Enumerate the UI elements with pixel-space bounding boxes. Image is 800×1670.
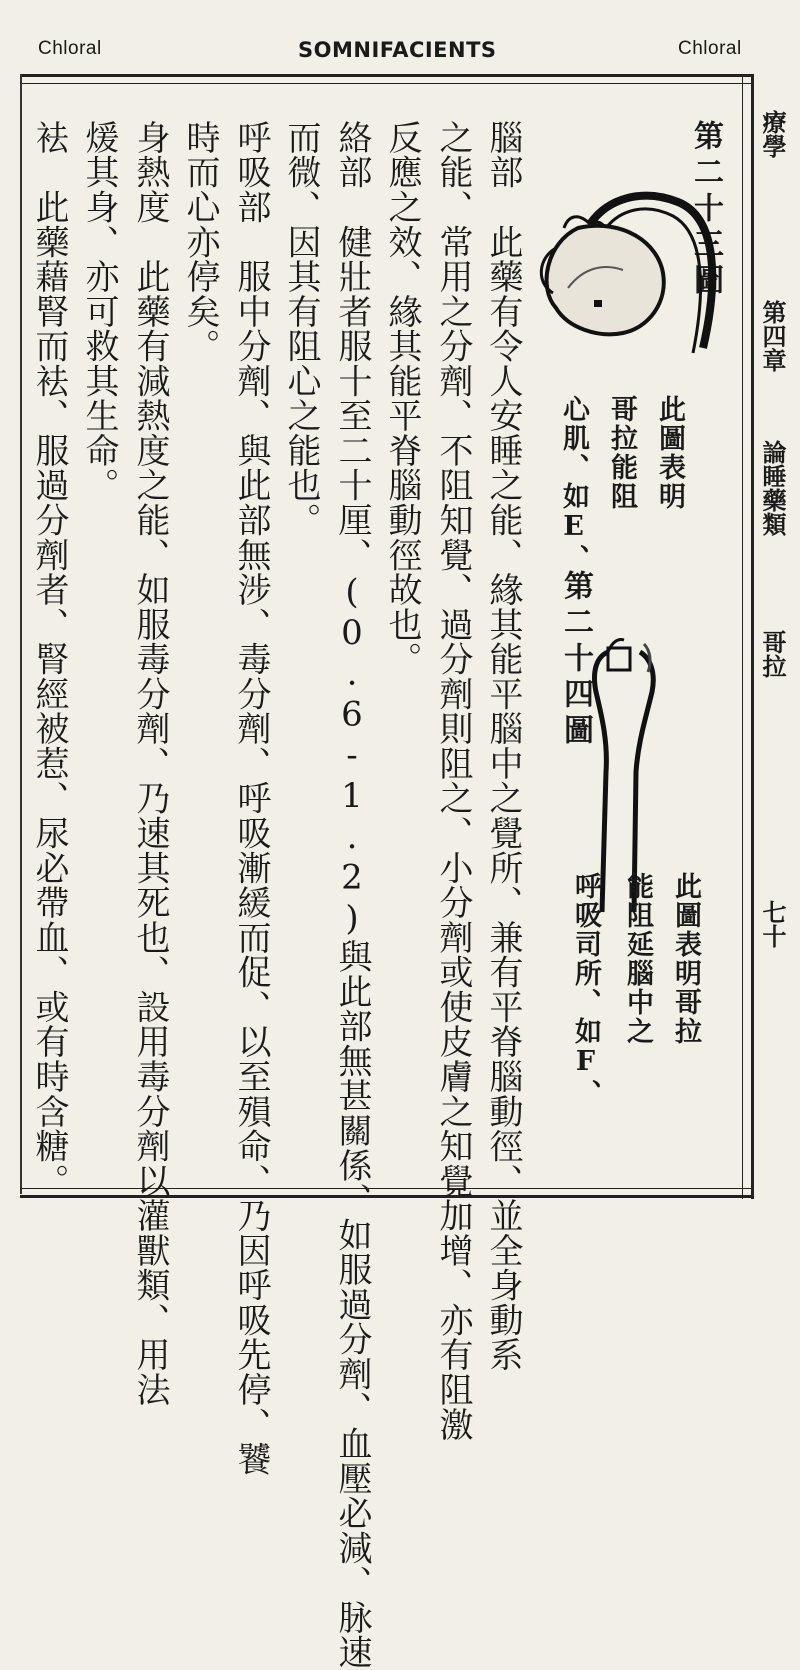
body-column-9: 煖其身、亦可救其生命。 bbox=[79, 120, 119, 503]
side-page-number: 七十 bbox=[758, 900, 787, 948]
body-column-1: 腦部 此藥有令人安睡之能、緣其能平腦中之覺所、兼有平脊腦動徑、並全身動系 bbox=[483, 120, 523, 1373]
side-drug: 哥拉 bbox=[758, 630, 787, 678]
header-left: Chloral bbox=[38, 38, 102, 59]
frame-right-rule bbox=[742, 74, 754, 1199]
figure23-heart-illustration bbox=[528, 188, 728, 393]
body-column-8: 身熱度 此藥有減熱度之能、如服毒分劑、乃速其死也、設用毒分劑以灌獸類、用法 bbox=[130, 120, 170, 1407]
figure23-caption-line-1: 此圖表明 bbox=[654, 395, 685, 511]
side-book-title: 療學 bbox=[758, 110, 787, 158]
header-center: SOMNIFACIENTS bbox=[298, 38, 497, 62]
figure24-title: 第二十四圖 bbox=[558, 570, 593, 750]
figure23-caption-line-2: 哥拉能阻 bbox=[606, 395, 637, 511]
body-column-6: 呼吸部 服中分劑、與此部無涉、毒分劑、呼吸漸緩而促、以至殞命、乃因呼吸先停、饕 bbox=[231, 120, 271, 1477]
figure24-caption-line-3: 呼吸司所、如F、 bbox=[570, 872, 601, 1108]
body-column-10: 袪 此藥藉腎而袪、服過分劑者、腎經被惹、尿必帶血、或有時含糖。 bbox=[29, 120, 69, 1199]
side-section: 論睡藥類 bbox=[758, 440, 787, 536]
body-column-3: 反應之效、緣其能平脊腦動徑故也。 bbox=[382, 120, 422, 677]
body-column-4: 絡部 健壯者服十至二十厘、(0.6-1.2)與此部無甚關係、如服過分劑、血壓必減、脉速 bbox=[332, 120, 372, 1670]
figure24-caption-line-1: 此圖表明哥拉 bbox=[670, 872, 701, 1046]
side-chapter: 第四章 bbox=[758, 300, 787, 372]
figure24-caption-line-2: 能阻延腦中之 bbox=[622, 872, 653, 1046]
body-column-2: 之能、常用之分劑、不阻知覺、過分劑則阻之、小分劑或使皮膚之知覺加增、亦有阻激 bbox=[433, 120, 473, 1442]
figure23-caption-line-3: 心肌、如E、 bbox=[558, 395, 589, 573]
header-right: Chloral bbox=[678, 38, 742, 59]
body-column-5: 而微、因其有阻心之能也。 bbox=[281, 120, 321, 538]
figure23-title: 第二十三圖 bbox=[688, 120, 723, 300]
body-column-7: 時而心亦停矣。 bbox=[180, 120, 220, 364]
frame-left-rule bbox=[20, 74, 22, 1194]
frame-top-rule bbox=[20, 74, 752, 84]
